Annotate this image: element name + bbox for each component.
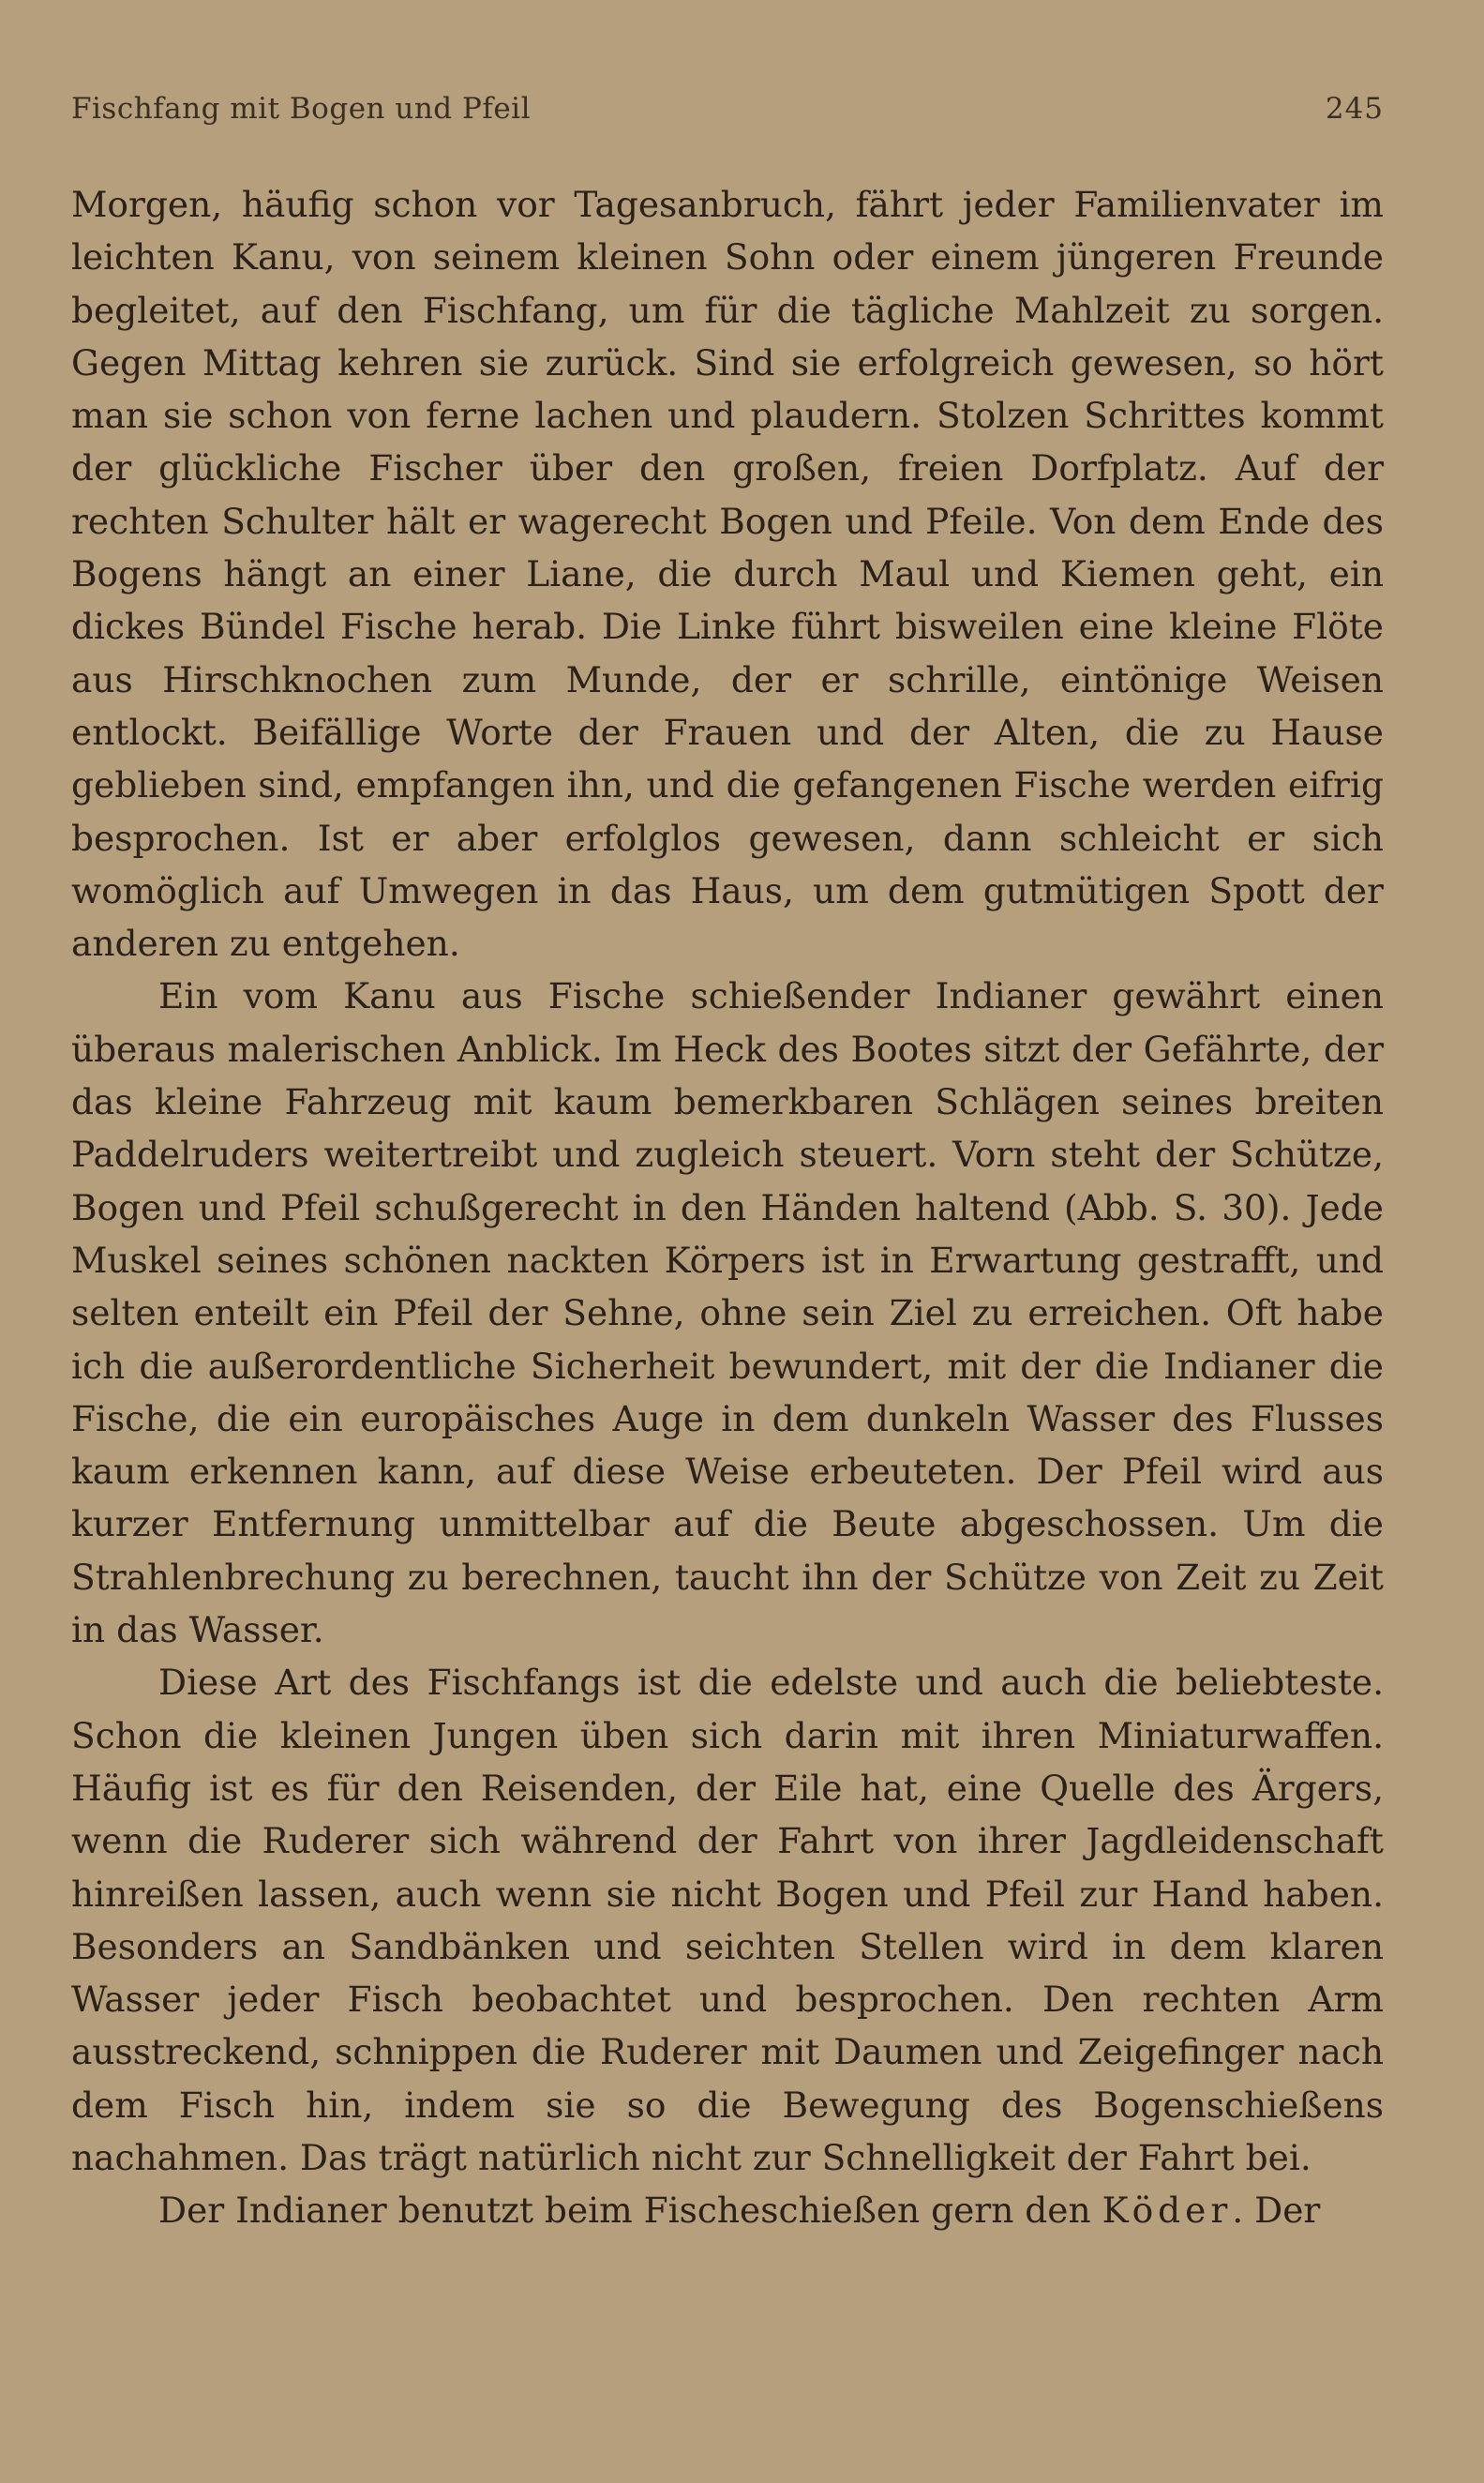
page-header <box>71 92 1384 139</box>
emphasis-koeder: Köder <box>1102 2190 1233 2232</box>
paragraph-2: Ein vom Kanu aus Fische schießender Indianer gewährt einen überaus malerischen Anblick. Im Heck des Bootes sitzt der Gefährte, der das kleine Fahrzeug mit kaum bemerkbaren Schlägen seines breiten Paddelruders weitertreibt und zugleich steuert. Vorn steht der Schütze, Bogen und Pfeil schußgerecht in den Händen haltend (Abb. S. 30). Jede Muskel seines schönen nackten Körpers ist in Erwartung gestrafft, und selten enteilt ein Pfeil der Sehne, ohne sein Ziel zu erreichen. Oft habe ich die außerordentliche Sicherheit bewundert, mit der die Indianer die Fische, die ein europäisches Auge in dem dunkeln Wasser des Flusses kaum erkennen kann, auf diese Weise erbeuteten. Der Pfeil wird aus kurzer Entfernung unmittelbar auf die Beute abgeschossen. Um die Strahlenbrechung zu berechnen, taucht ihn der Schütze von Zeit zu Zeit in das Wasser. <box>71 975 1384 1651</box>
paragraph-1: Morgen, häufig schon vor Tagesanbruch, fährt jeder Familienvater im leichten Kanu, von seinem kleinen Sohn oder einem jüngeren Freunde begleitet, auf den Fischfang, um für die tägliche Mahlzeit zu sorgen. Gegen Mittag kehren sie zurück. Sind sie erfolgreich gewesen, so hört man sie schon von ferne lachen und plaudern. Stolzen Schrittes kommt der glückliche Fischer über den großen, freien Dorfplatz. Auf der rechten Schulter hält er wagerecht Bogen und Pfeile. Von dem Ende des Bogens hängt an einer Liane, die durch Maul und Kiemen geht, ein dickes Bündel Fische herab. Die Linke führt bisweilen eine kleine Flöte aus Hirschknochen zum Munde, der er schrille, eintönige Weisen entlockt. Beifällige Worte der Frauen und der Alten, die zu Hause geblieben sind, empfangen ihn, und die gefangenen Fische werden eifrig besprochen. Ist er aber erfolglos gewesen, dann schleicht er sich womöglich auf Umwegen in das Haus, um dem gutmütigen Spott der anderen zu entgehen. <box>71 184 1384 965</box>
paragraph-4 <box>71 2184 1384 2236</box>
running-title: Fischfang mit Bogen und Pfeil <box>71 92 531 126</box>
paragraph-4-text-after: . Der <box>1232 2190 1321 2232</box>
body-text <box>71 178 1384 2237</box>
page-number: 245 <box>1325 92 1384 126</box>
paragraph-4-text-before: Der Indianer benutzt beim Fischeschießen gern den <box>158 2190 1102 2232</box>
paragraph-3: Diese Art des Fischfangs ist die edelste und auch die beliebteste. Schon die kleinen Jungen üben sich darin mit ihren Miniaturwaffen. Häufig ist es für den Reisenden, der Eile hat, eine Quelle des Ärgers, wenn die Ruderer sich während der Fahrt von ihrer Jagdleidenschaft hinreißen lassen, auch wenn sie nicht Bogen und Pfeil zur Hand haben. Besonders an Sandbänken und seichten Stellen wird in dem klaren Wasser jeder Fisch beobachtet und besprochen. Den rechten Arm ausstreckend, schnippen die Ruderer mit Daumen und Zeigefinger nach dem Fisch hin, indem sie so die Bewegung des Bogenschießens nachahmen. Das trägt natürlich nicht zur Schnelligkeit der Fahrt bei. <box>71 1662 1384 2178</box>
